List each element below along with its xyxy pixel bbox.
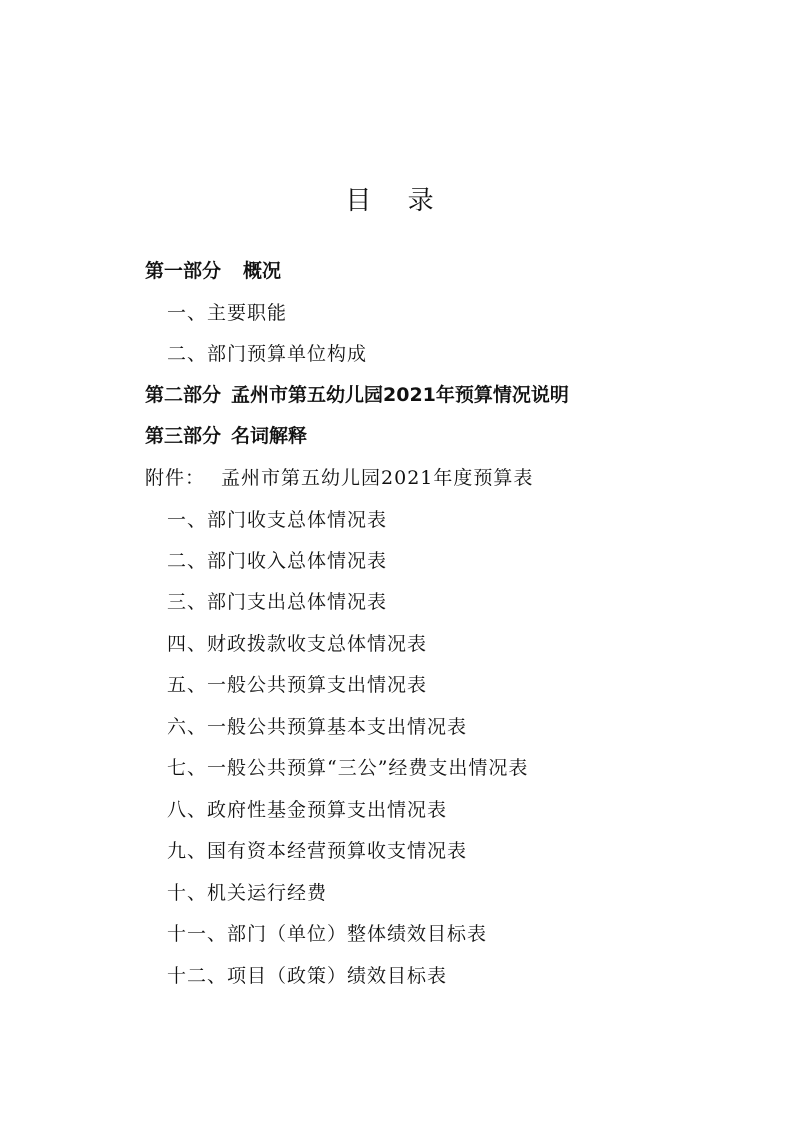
toc-appendix[interactable] (145, 466, 533, 490)
toc-part1[interactable] (145, 259, 281, 283)
toc-appendix-item[interactable]: 五、一般公共预算支出情况表 (167, 674, 428, 696)
toc-appendix-item[interactable]: 四、财政拨款收支总体情况表 (167, 633, 428, 655)
toc-part2[interactable] (145, 383, 569, 407)
toc-title: 目 录 (345, 186, 448, 216)
toc-part3-title: 名词解释 (231, 425, 308, 447)
toc-appendix-item[interactable]: 一、部门收支总体情况表 (167, 509, 388, 531)
toc-appendix-item[interactable]: 六、一般公共预算基本支出情况表 (167, 716, 468, 738)
toc-appendix-item[interactable]: 七、一般公共预算“三公”经费支出情况表 (167, 757, 529, 779)
toc-appendix-item[interactable]: 八、政府性基金预算支出情况表 (167, 799, 448, 821)
toc-appendix-item[interactable]: 三、部门支出总体情况表 (167, 591, 388, 613)
toc-part1-title: 概况 (243, 260, 282, 282)
toc-part2-title: 孟州市第五幼儿园2021年预算情况说明 (231, 384, 569, 406)
toc-appendix-item[interactable]: 十一、部门（单位）整体绩效目标表 (167, 923, 488, 945)
toc-appendix-label: 附件： (145, 467, 206, 489)
toc-appendix-item[interactable]: 十二、项目（政策）绩效目标表 (167, 965, 448, 987)
toc-appendix-item[interactable]: 九、国有资本经营预算收支情况表 (167, 840, 468, 862)
toc-part3-label: 第三部分 (145, 425, 222, 447)
toc-appendix-title: 孟州市第五幼儿园2021年度预算表 (221, 467, 534, 489)
toc-part1-item[interactable]: 一、主要职能 (167, 302, 288, 324)
toc-appendix-item[interactable]: 二、部门收入总体情况表 (167, 550, 388, 572)
toc-part1-item[interactable]: 二、部门预算单位构成 (167, 343, 368, 365)
toc-part1-label: 第一部分 (145, 260, 222, 282)
toc-appendix-item[interactable]: 十、机关运行经费 (167, 882, 328, 904)
toc-part2-label: 第二部分 (145, 384, 222, 406)
toc-part3[interactable] (145, 424, 307, 448)
